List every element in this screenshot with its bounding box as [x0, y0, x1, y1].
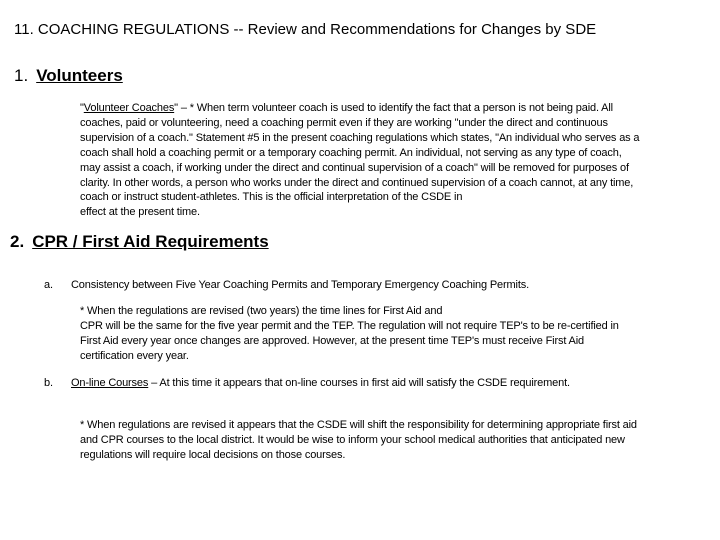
- note-line: * When the regulations are revised (two years) the time lines for First Aid and: [80, 305, 443, 317]
- paragraph-line: supervision of a coach." Statement #5 in the present coaching regulations which states, "An individual who serves as a: [80, 131, 640, 144]
- paragraph-line: coach or instruct student-athletes. This is the official interpretation of the CSDE in: [80, 191, 463, 204]
- section-number: 1.: [14, 66, 29, 85]
- note-line: and CPR courses to the local district. It would be wise to inform your school medical authorities that anticipated new: [80, 433, 625, 446]
- note-line: CPR will be the same for the five year permit and the TEP. The regulation will not require TEP's to be re-certified in: [80, 319, 619, 332]
- item-b-note: [80, 418, 637, 463]
- volunteer-paragraph: [80, 101, 639, 220]
- item-a-note: [80, 304, 619, 364]
- note-line: First Aid every year once changes are approved. However, at the present time TEP's must receive First Aid: [80, 334, 584, 347]
- paragraph-line: effect at the present time.: [80, 206, 200, 219]
- line-text: " – * When term volunteer coach is used to identify the fact that a person is not being paid. All: [174, 102, 613, 114]
- note-line: certification every year.: [80, 349, 189, 362]
- paragraph-line: may assist a coach, if working under the direct and continual supervision of a coach" will be removed for purposes of: [80, 161, 629, 174]
- item-a-marker: a.: [44, 279, 53, 291]
- term-volunteer-coaches: Volunteer Coaches: [83, 102, 175, 114]
- section-title: CPR / First Aid Requirements: [32, 232, 269, 251]
- item-b-marker: b.: [44, 377, 53, 389]
- item-a-text: Consistency between Five Year Coaching Permits and Temporary Emergency Coaching Permits.: [71, 279, 529, 291]
- paragraph-line: coach shall hold a coaching permit or a temporary coaching permit. An individual, not serving as any type of coach,: [80, 146, 622, 159]
- term-online-courses: On-line Courses: [71, 377, 149, 389]
- quote-mark: ": [80, 102, 84, 114]
- section-number: 2.: [10, 232, 25, 251]
- section-1-heading: [14, 66, 123, 86]
- section-title: Volunteers: [36, 66, 123, 85]
- paragraph-line: clarity. In other words, a person who works under the direct and continued supervision of a coach cannot, at any time,: [80, 176, 634, 189]
- paragraph-line: [80, 101, 639, 116]
- paragraph-line: coaches, paid or volunteering, need a coaching permit even if they are working "under the direct and continuous: [80, 116, 608, 129]
- item-b-text: [71, 376, 570, 391]
- item-b-body: – At this time it appears that on-line courses in first aid will satisfy the CSDE requirement.: [148, 377, 570, 389]
- note-line: * When regulations are revised it appears that the CSDE will shift the responsibility for determining appropriate first aid: [80, 419, 637, 431]
- section-2-heading: [10, 232, 269, 252]
- page-title: 11. COACHING REGULATIONS -- Review and Recommendations for Changes by SDE: [14, 21, 597, 38]
- note-line: regulations will require local decisions on those courses.: [80, 448, 346, 461]
